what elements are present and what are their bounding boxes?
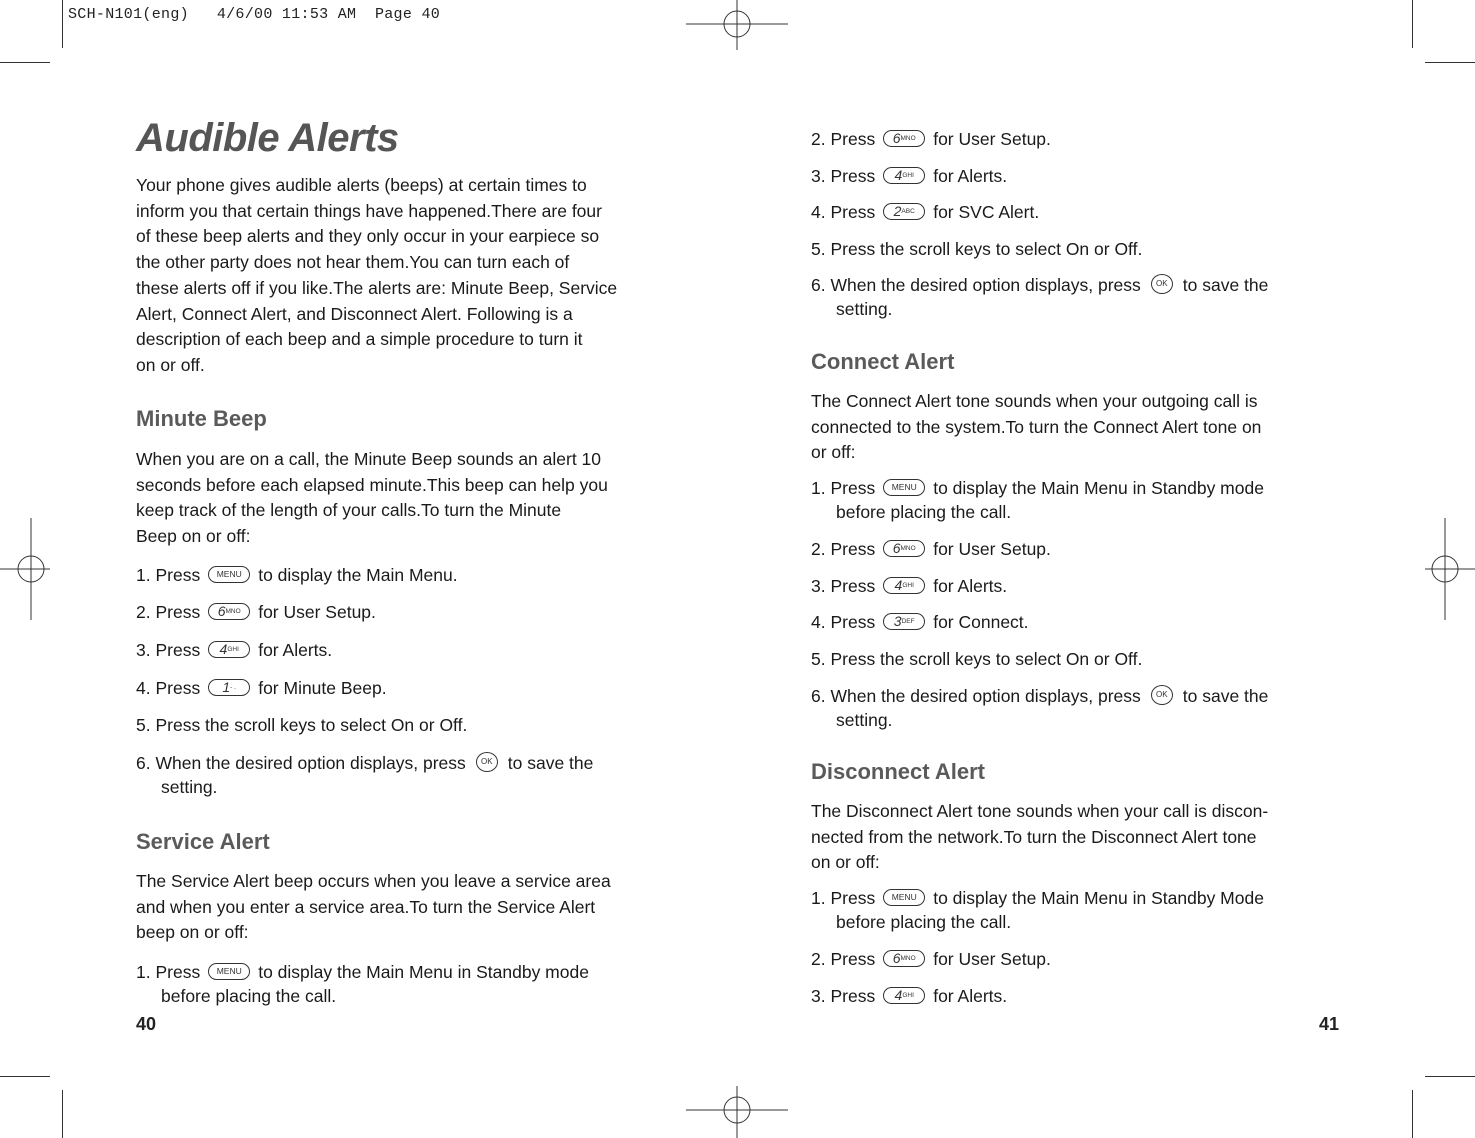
key-6-icon: 6MNO xyxy=(883,540,925,557)
crop-mark xyxy=(0,1076,50,1077)
step-3: 3. Press 4GHI for Alerts. xyxy=(811,576,1008,596)
registration-mark-left xyxy=(0,518,50,620)
disconnect-alert-heading: Disconnect Alert xyxy=(811,759,986,784)
key-1-icon: 1- . xyxy=(208,679,250,696)
step-2: 2. Press 6MNO for User Setup. xyxy=(811,949,1051,969)
print-header-stamp: SCH-N101(eng) 4/6/00 11:53 AM Page 40 xyxy=(68,6,441,23)
key-6-icon: 6MNO xyxy=(883,950,925,967)
key-6-icon: 6MNO xyxy=(208,603,250,620)
step-4: 4. Press 2ABC for SVC Alert. xyxy=(811,202,1040,222)
crop-mark xyxy=(1425,1076,1475,1077)
disconnect-alert-description: The Disconnect Alert tone sounds when your call is discon- nected from the network.To turn the Disconnect Alert tone on or off: xyxy=(811,801,1269,873)
step-2: 2. Press 6MNO for User Setup. xyxy=(811,129,1051,149)
minute-beep-heading: Minute Beep xyxy=(136,406,267,431)
key-4-icon: 4GHI xyxy=(208,641,250,658)
connect-alert-heading: Connect Alert xyxy=(811,349,955,374)
step-6: 6. When the desired option displays, press OK to save the setting. xyxy=(811,686,1269,730)
step-5: 5. Press the scroll keys to select On or Off. xyxy=(811,649,1143,669)
step-5: 5. Press the scroll keys to select On or Off. xyxy=(811,239,1143,259)
step-2: 2. Press 6MNO for User Setup. xyxy=(811,539,1051,559)
ok-key-icon: OK xyxy=(1151,274,1173,294)
page-number-left: 40 xyxy=(136,1014,157,1034)
step-5: 5. Press the scroll keys to select On or Off. xyxy=(136,715,468,735)
minute-beep-description: When you are on a call, the Minute Beep sounds an alert 10 seconds before each elapsed minute.This beep can help you keep track of the length of your calls.To turn the Minute Beep on or off: xyxy=(136,449,608,547)
menu-key-icon: MENU xyxy=(883,889,925,906)
crop-mark xyxy=(1412,0,1413,48)
registration-mark-top xyxy=(686,0,788,50)
step-4: 4. Press 3DEF for Connect. xyxy=(811,612,1029,632)
crop-mark xyxy=(1425,62,1475,63)
key-4-icon: 4GHI xyxy=(883,167,925,184)
page-title: Audible Alerts xyxy=(136,116,399,160)
menu-key-icon: MENU xyxy=(883,479,925,496)
crop-mark xyxy=(62,1090,63,1138)
registration-mark-right xyxy=(1425,518,1475,620)
ok-key-icon: OK xyxy=(1151,685,1173,705)
crop-mark xyxy=(0,62,50,63)
key-4-icon: 4GHI xyxy=(883,987,925,1004)
ok-key-icon: OK xyxy=(476,752,498,772)
service-alert-heading: Service Alert xyxy=(136,829,270,854)
step-1: 1. Press MENU to display the Main Menu in Standby Mode before placing the call. xyxy=(811,888,1264,932)
page-number-right: 41 xyxy=(1319,1014,1340,1034)
key-6-icon: 6MNO xyxy=(883,130,925,147)
registration-mark-bottom xyxy=(686,1086,788,1138)
service-alert-description: The Service Alert beep occurs when you leave a service area and when you enter a service area.To turn the Service Alert beep on or off: xyxy=(136,871,611,943)
menu-key-icon: MENU xyxy=(208,566,250,583)
key-4-icon: 4GHI xyxy=(883,577,925,594)
step-2: 2. Press 6MNO for User Setup. xyxy=(136,602,376,622)
connect-alert-description: The Connect Alert tone sounds when your outgoing call is connected to the system.To turn the Connect Alert tone on or off: xyxy=(811,391,1262,463)
step-1: 1. Press MENU to display the Main Menu in Standby mode before placing the call. xyxy=(811,478,1264,522)
crop-mark xyxy=(62,0,63,48)
step-1: 1. Press MENU to display the Main Menu. xyxy=(136,565,458,585)
step-4: 4. Press 1- . for Minute Beep. xyxy=(136,678,387,698)
menu-key-icon: MENU xyxy=(208,963,250,980)
intro-paragraph: Your phone gives audible alerts (beeps) at certain times to inform you that certain things have happened.There are four of these beep alerts and they only occur in your earpiece so the other party does not hear them.You can turn each of these alerts off if you like.The alerts are: Minute Beep, Service Alert, Connect Alert, and Disconnect Alert. Following is a description of each beep and a simple procedure to turn it on or off. xyxy=(136,175,618,375)
step-6: 6. When the desired option displays, press OK to save the setting. xyxy=(136,753,594,797)
step-1: 1. Press MENU to display the Main Menu in Standby mode before placing the call. xyxy=(136,962,589,1006)
crop-mark xyxy=(1412,1090,1413,1138)
key-3-icon: 3DEF xyxy=(883,613,925,630)
step-3: 3. Press 4GHI for Alerts. xyxy=(811,166,1008,186)
step-3: 3. Press 4GHI for Alerts. xyxy=(136,640,333,660)
key-2-icon: 2ABC xyxy=(883,203,925,220)
step-6: 6. When the desired option displays, press OK to save the setting. xyxy=(811,275,1269,319)
step-3: 3. Press 4GHI for Alerts. xyxy=(811,986,1008,1006)
